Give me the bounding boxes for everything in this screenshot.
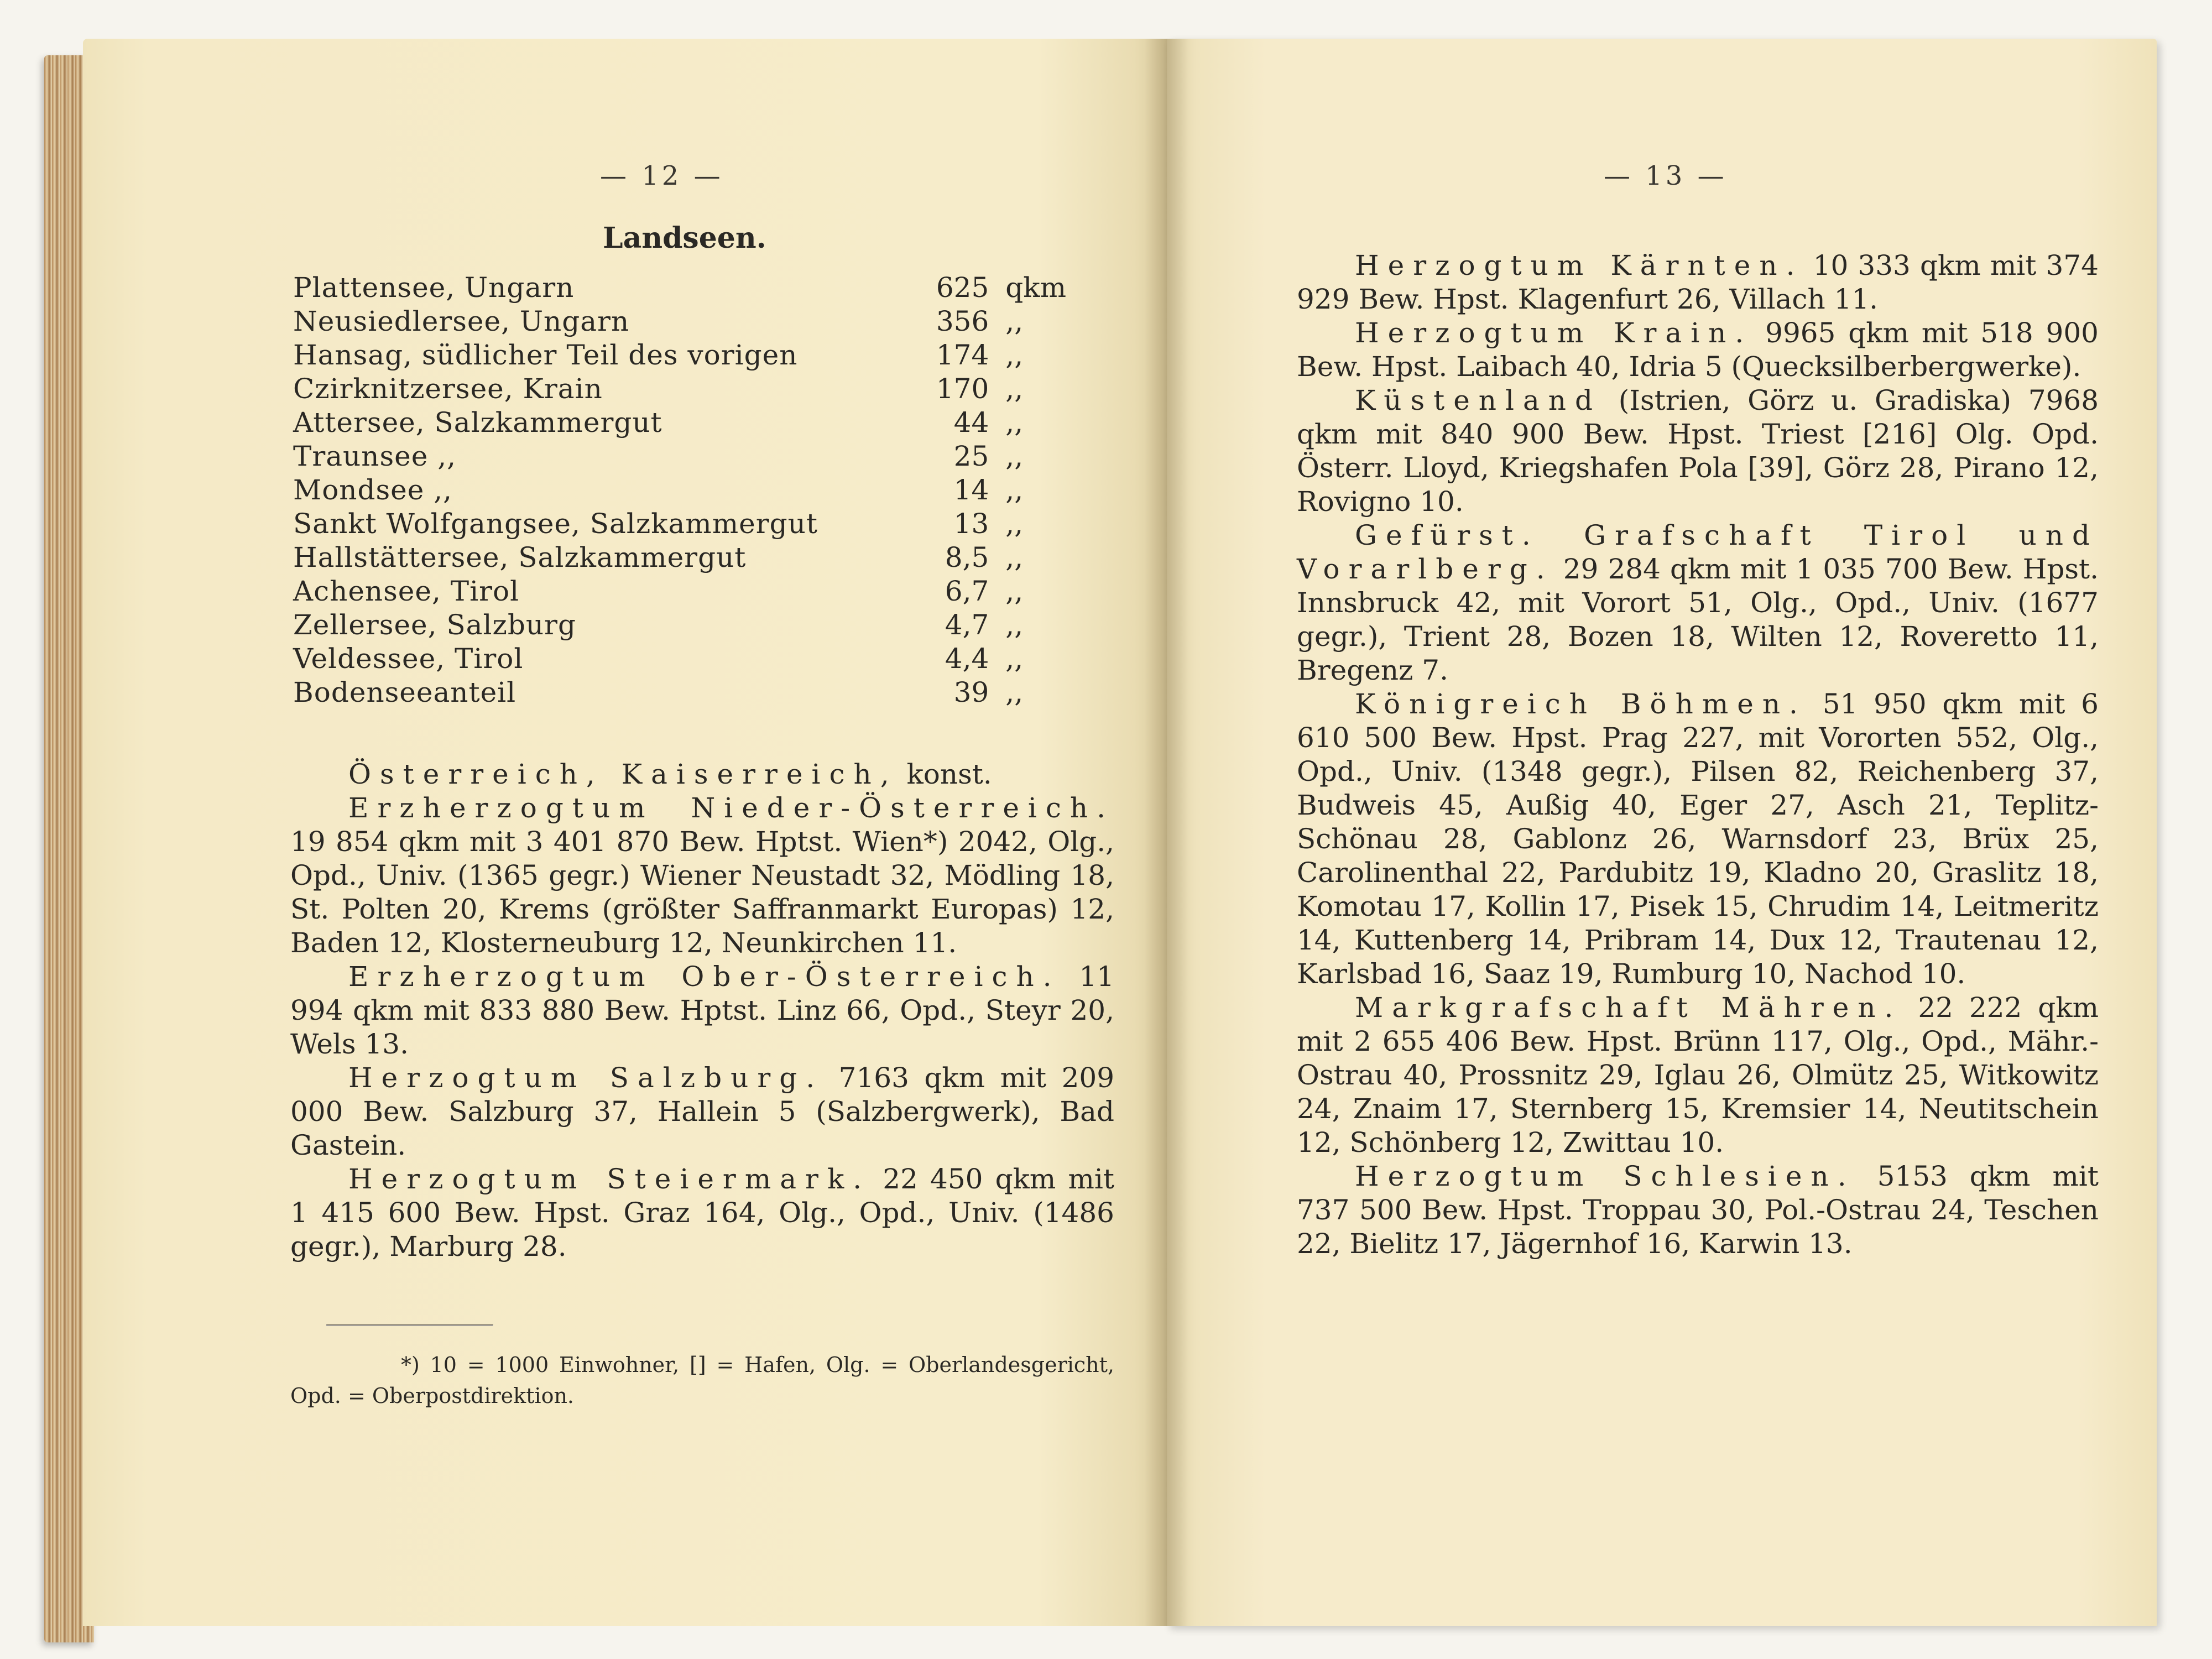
lake-row	[293, 541, 1112, 575]
lake-name: Sankt Wolfgangsee, Salzkammergut	[293, 508, 818, 540]
lake-name: Veldessee, Tirol	[293, 643, 524, 675]
lake-row	[293, 372, 1112, 406]
lake-name: Attersee, Salzkammergut	[293, 406, 662, 439]
region-description: 29 284 qkm mit 1 035 700 Bew. Hpst. Innsbruck 42, mit Vorort 51, Olg., Opd., Univ. (1677 gegr.), Trient 28, Bozen 18, Wilten 12, Roveretto 11, Bregenz 7.	[1297, 553, 2099, 686]
lake-unit: ,,	[1005, 643, 1024, 675]
region-entry	[290, 791, 1114, 960]
region-heading: Königreich Böhmen.	[1355, 688, 1807, 720]
lake-unit: ,,	[1005, 508, 1024, 540]
region-description: 51 950 qkm mit 6 610 500 Bew. Hpst. Prag 227, mit Vororten 552, Olg., Opd., Univ. (1348 gegr.), Pilsen 82, Reichenberg 37, Budweis 45, Außig 40, Eger 27, Asch 21, Teplitz-Schönau 28, Gablonz 26, Warnsdorf 23, Brüx 25, Carolinenthal 22, Pardubitz 19, Kladno 20, Graslitz 18, Komotau 17, Kollin 17, Pisek 15, Chrudim 14, Leitmeritz 14, Kuttenberg 14, Pribram 14, Dux 12, Trautenau 12, Karlsbad 16, Saaz 19, Rumburg 10, Nachod 10.	[1297, 688, 2099, 990]
left-page	[83, 39, 1167, 1626]
region-heading: Erzherzogtum Nieder-Österreich.	[348, 792, 1114, 824]
lake-area: 6,7	[945, 575, 989, 607]
region-heading: Markgrafschaft Mähren.	[1355, 992, 1902, 1024]
lake-row	[293, 575, 1112, 608]
left-page-number: — 12 —	[600, 160, 724, 191]
region-heading: Erzherzogtum Ober-Österreich.	[348, 961, 1061, 993]
region-description: 19 854 qkm mit 3 401 870 Bew. Hptst. Wien*) 2042, Olg., Opd., Univ. (1365 gegr.) Wiener Neustadt 32, Mödling 18, St. Polten 20, Krems (größter Saffranmarkt Europas) 12, Baden 12, Klosterneuburg 12, Neunkirchen 11.	[290, 826, 1114, 959]
lake-area: 4,4	[945, 643, 989, 675]
lake-row	[293, 271, 1112, 305]
lake-name: Bodenseeanteil	[293, 676, 517, 708]
region-entry	[1297, 316, 2099, 384]
region-entry	[1297, 519, 2099, 687]
region-description: (Istrien, Görz u. Gradiska) 7968 qkm mit 840 900 Bew. Hpst. Triest [216] Olg. Opd. Österr. Lloyd, Kriegshafen Pola [39], Görz 28, Pirano 12, Rovigno 10.	[1297, 384, 2099, 518]
lake-unit: ,,	[1005, 609, 1024, 641]
lake-row	[293, 676, 1112, 709]
lake-area: 170	[936, 373, 989, 405]
region-description: 5153 qkm mit 737 500 Bew. Hpst. Troppau 30, Pol.-Ostrau 24, Teschen 22, Bielitz 17, Jägernhof 16, Karwin 13.	[1297, 1160, 2099, 1260]
lake-name: Mondsee ,,	[293, 474, 453, 506]
region-description: 10 333 qkm mit 374 929 Bew. Hpst. Klagenfurt 26, Villach 11.	[1297, 249, 2099, 315]
region-entry	[1297, 249, 2099, 316]
lake-area: 14	[953, 474, 989, 506]
region-description: 11 994 qkm mit 833 880 Bew. Hptst. Linz 66, Opd., Steyr 20, Wels 13.	[290, 961, 1114, 1060]
lake-area: 174	[936, 339, 989, 371]
region-heading: Herzogtum Salzburg.	[348, 1062, 824, 1094]
lake-row	[293, 642, 1112, 676]
lake-unit: ,,	[1005, 541, 1024, 573]
lake-name: Plattensee, Ungarn	[293, 272, 575, 304]
right-page-text	[1297, 249, 2099, 1261]
lakes-table	[293, 271, 1112, 709]
lake-name: Hallstättersee, Salzkammergut	[293, 541, 747, 573]
region-entry	[290, 1162, 1114, 1264]
lake-area: 13	[953, 508, 989, 540]
lake-area: 8,5	[945, 541, 989, 573]
lake-name: Neusiedlersee, Ungarn	[293, 305, 630, 337]
region-entry	[1297, 1160, 2099, 1261]
lake-unit: ,,	[1005, 676, 1024, 708]
lake-unit: ,,	[1005, 440, 1024, 472]
region-entry	[1297, 384, 2099, 519]
region-heading: Herzogtum Schlesien.	[1355, 1160, 1855, 1192]
lake-row	[293, 406, 1112, 440]
region-description: 22 450 qkm mit 1 415 600 Bew. Hpst. Graz 164, Olg., Opd., Univ. (1486 gegr.), Marburg 28.	[290, 1163, 1114, 1262]
right-page-number: — 13 —	[1604, 160, 1728, 191]
lake-row	[293, 507, 1112, 541]
region-entry	[1297, 991, 2099, 1160]
region-heading: Küstenland	[1355, 384, 1602, 416]
region-entry	[290, 758, 1114, 791]
lake-unit: ,,	[1005, 575, 1024, 607]
footnote-divider	[326, 1324, 493, 1326]
lake-unit: ,,	[1005, 339, 1024, 371]
lake-name: Traunsee ,,	[293, 440, 456, 472]
lake-area: 356	[936, 305, 989, 337]
region-entry	[290, 1061, 1114, 1162]
region-heading: Herzogtum Steiermark.	[348, 1163, 871, 1195]
lake-row	[293, 473, 1112, 507]
lake-row	[293, 338, 1112, 372]
region-heading: Gefürst. Grafschaft Tirol und Vorarlberg.	[1297, 519, 2099, 585]
lake-name: Zellersee, Salzburg	[293, 609, 576, 641]
footnote: *) 10 = 1000 Einwohner, [] = Hafen, Olg. = Oberlandesgericht, Opd. = Oberpostdirektion.	[290, 1353, 1114, 1408]
lake-row	[293, 440, 1112, 473]
lake-unit: qkm	[1005, 272, 1067, 304]
lake-name: Hansag, südlicher Teil des vorigen	[293, 339, 798, 371]
lake-area: 25	[953, 440, 989, 472]
lake-area: 4,7	[945, 609, 989, 641]
region-entry	[1297, 687, 2099, 991]
region-heading: Österreich, Kaiserreich,	[348, 758, 898, 790]
section-title: Landseen.	[603, 221, 766, 255]
lake-name: Czirknitzersee, Krain	[293, 373, 603, 405]
region-description: 22 222 qkm mit 2 655 406 Bew. Hpst. Brünn 117, Olg., Opd., Mähr.-Ostrau 40, Prossnitz 29, Iglau 26, Olmütz 25, Witkowitz 24, Znaim 17, Sternberg 15, Kremsier 14, Neutitschein 12, Schönberg 12, Zwittau 10.	[1297, 992, 2099, 1159]
lake-area: 44	[953, 406, 989, 439]
lake-name: Achensee, Tirol	[293, 575, 520, 607]
lake-row	[293, 305, 1112, 338]
region-heading: Herzogtum Kärnten.	[1355, 249, 1804, 281]
lake-area: 625	[936, 272, 989, 304]
lake-area: 39	[953, 676, 989, 708]
region-heading: Herzogtum Krain.	[1355, 317, 1753, 349]
lake-unit: ,,	[1005, 373, 1024, 405]
left-page-text	[290, 758, 1114, 1264]
region-description: 7163 qkm mit 209 000 Bew. Salzburg 37, Hallein 5 (Salzbergwerk), Bad Gastein.	[290, 1062, 1114, 1161]
region-description: konst.	[898, 758, 992, 790]
right-page	[1167, 39, 2157, 1626]
lake-unit: ,,	[1005, 474, 1024, 506]
lake-row	[293, 608, 1112, 642]
lake-unit: ,,	[1005, 406, 1024, 439]
region-entry	[290, 960, 1114, 1061]
region-description: 9965 qkm mit 518 900 Bew. Hpst. Laibach 40, Idria 5 (Quecksilberbergwerke).	[1297, 317, 2099, 383]
open-book	[44, 39, 2162, 1631]
lake-unit: ,,	[1005, 305, 1024, 337]
